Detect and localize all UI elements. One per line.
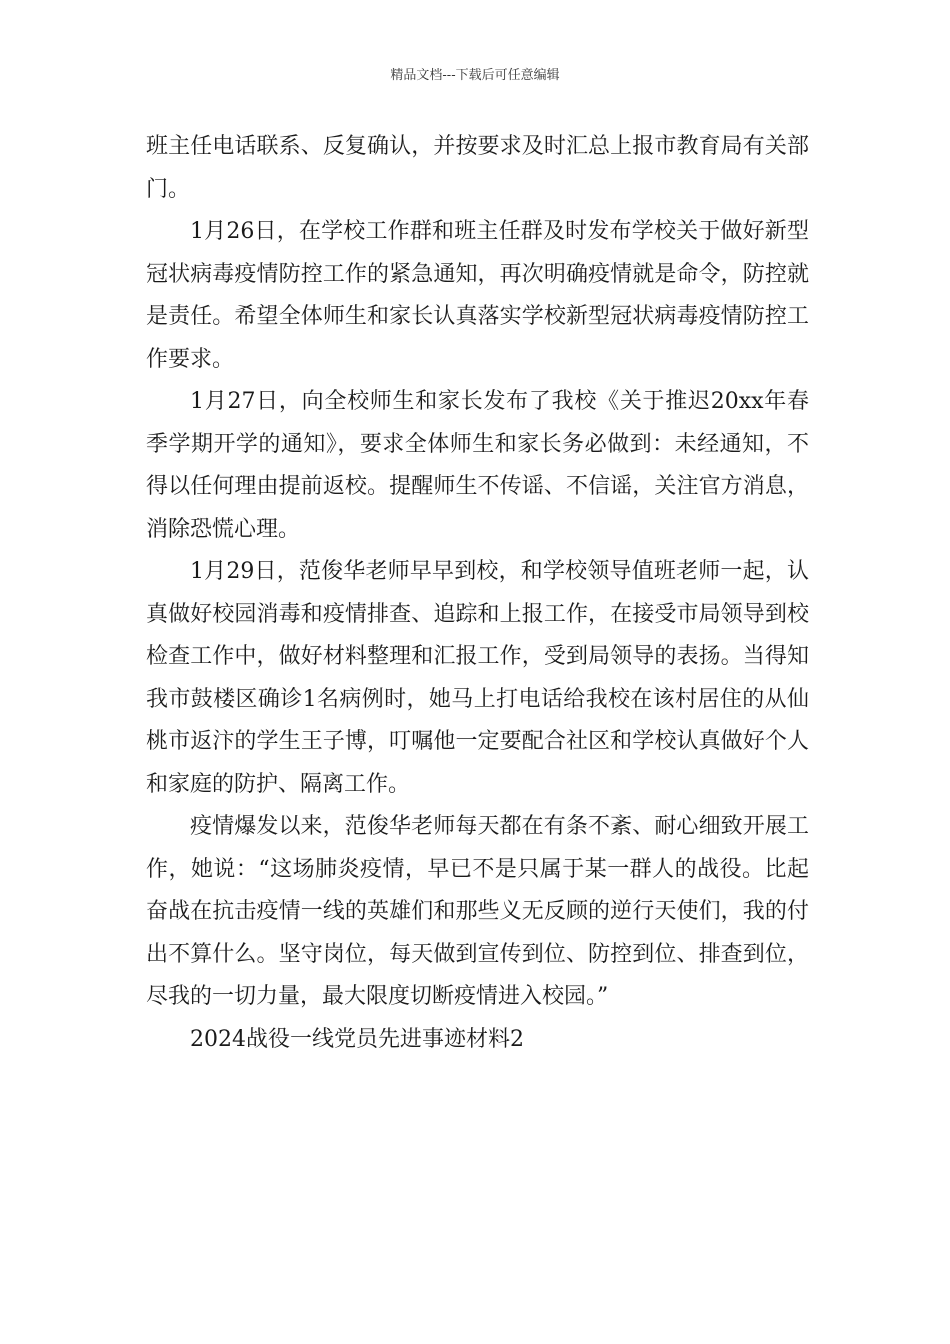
paragraph-1: 班主任电话联系、反复确认，并按要求及时汇总上报市教育局有关部门。: [146, 134, 809, 202]
paragraph-2: 1月26日，在学校工作群和班主任群及时发布学校关于做好新型冠状病毒疫情防控工作的紧急通知，再次明确疫情就是命令，防控就是责任。希望全体师生和家长认真落实学校新型冠状病毒疫情防控工作要求。: [146, 219, 809, 372]
section-heading: 2024战役一线党员先进事迹材料2: [190, 1026, 524, 1052]
paragraph-4: 1月29日，范俊华老师早早到校，和学校领导值班老师一起，认真做好校园消毒和疫情排查、追踪和上报工作，在接受市局领导到校检查工作中，做好材料整理和汇报工作，受到局领导的表扬。当得知我市鼓楼区确诊1名病例时，她马上打电话给我校在该村居住的从仙桃市返汴的学生王子博，叮嘱他一定要配合社区和学校认真做好个人和家庭的防护、隔离工作。: [146, 559, 809, 797]
paragraph-5: 疫情爆发以来，范俊华老师每天都在有条不紊、耐心细致开展工作，她说：“这场肺炎疫情，早已不是只属于某一群人的战役。比起奋战在抗击疫情一线的英雄们和那些义无反顾的逆行天使们，我的付出不算什么。坚守岗位，每天做到宣传到位、防控到位、排查到位，尽我的一切力量，最大限度切断疫情进入校园。”: [146, 814, 809, 1009]
paragraph-3: 1月27日，向全校师生和家长发布了我校《关于推迟20xx年春季学期开学的通知》，要求全体师生和家长务必做到：未经通知，不得以任何理由提前返校。提醒师生不传谣、不信谣，关注官方消息，消除恐慌心理。: [146, 389, 809, 542]
page-header: 精品文档---下载后可任意编辑: [390, 68, 560, 83]
document-body: [146, 126, 809, 1061]
